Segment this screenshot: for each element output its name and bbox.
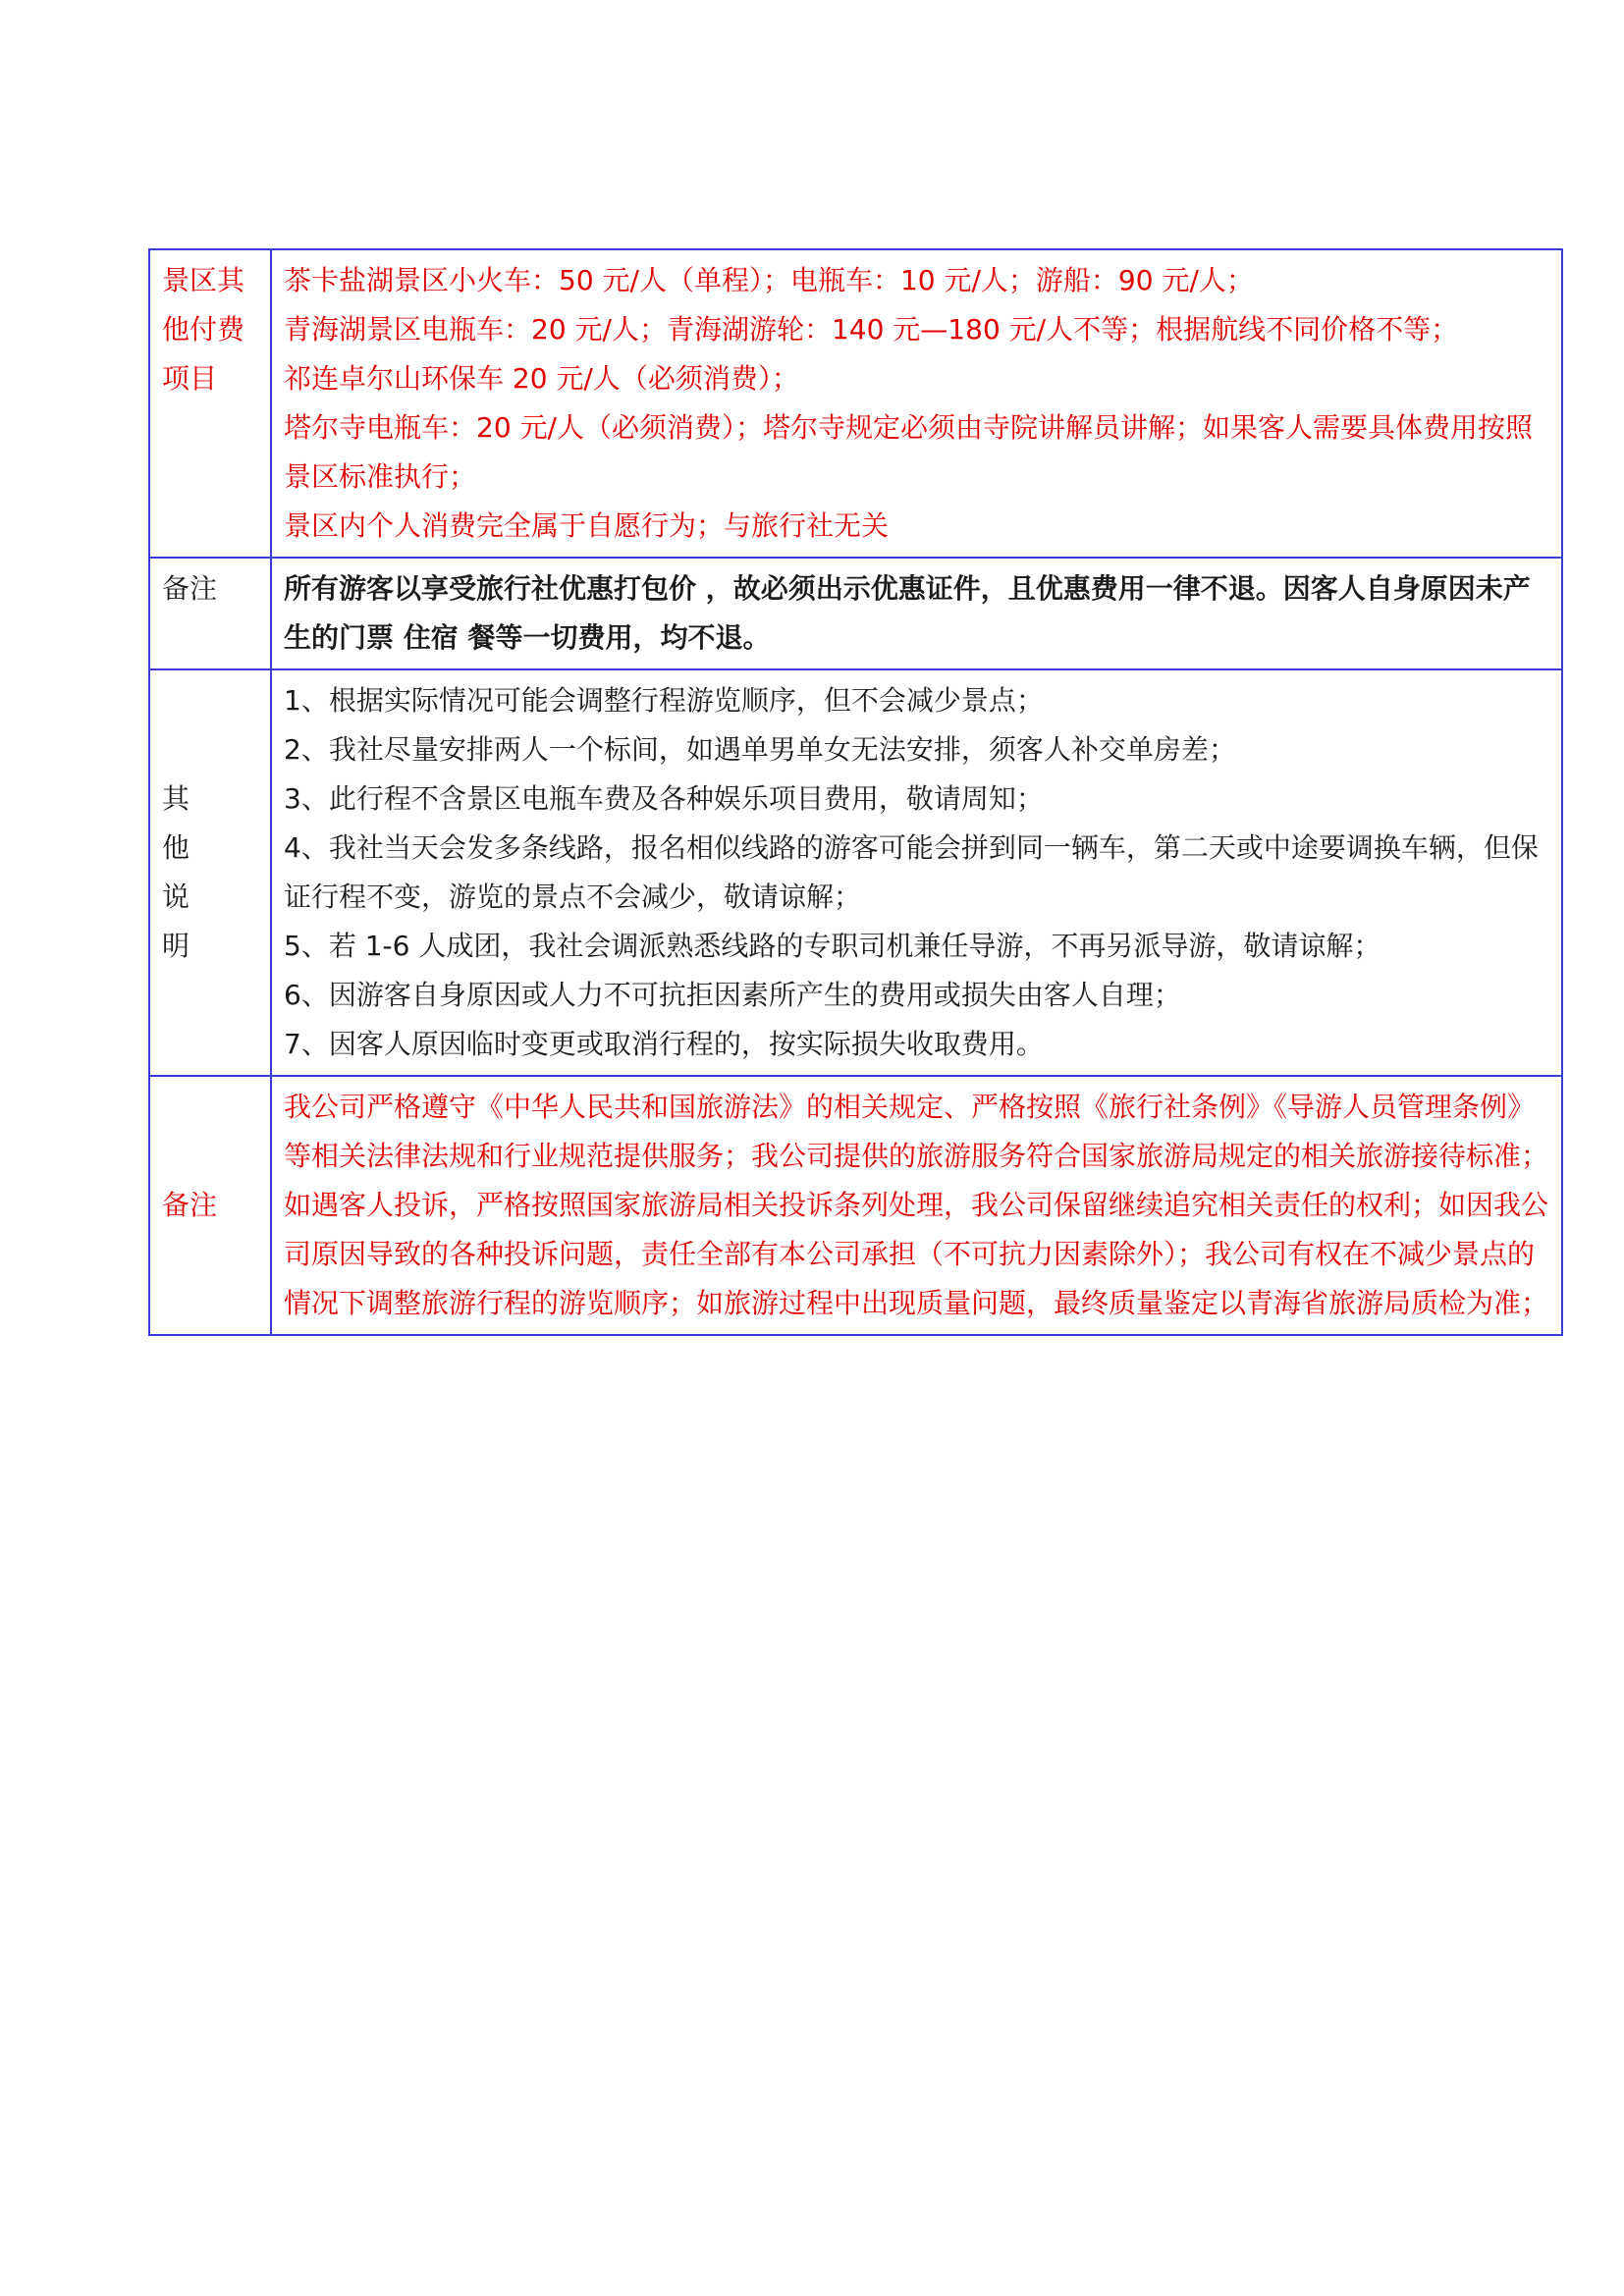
label-line: 他: [162, 831, 190, 864]
remark-legal-text: 我公司严格遵守《中华人民共和国旅游法》的相关规定、严格按照《旅行社条例》《导游人员管理条例》等相关法律法规和行业规范提供服务；我公司提供的旅游服务符合国家旅游局规定的相关旅游接待标准；如遇客人投诉，严格按照国家旅游局相关投诉条列处理，我公司保留继续追究相关责任的权利；如因我公司原因导致的各种投诉问题，责任全部有本公司承担（不可抗力因素除外）；我公司有权在不减少景点的情况下调整旅游行程的游览顺序；如旅游过程中出现质量问题，最终质量鉴定以青海省旅游局质检为准；: [284, 1091, 1549, 1319]
label-other-notes: [149, 669, 271, 1076]
remark-discount-text: 所有游客以享受旅行社优惠打包价 ，故必须出示优惠证件，且优惠费用一律不退。因客人自身原因未产生的门票 住宿 餐等一切费用，均不退。: [284, 572, 1531, 654]
label-remark-legal: [149, 1076, 271, 1335]
table-row-remark-legal: [149, 1076, 1562, 1335]
note-item-3: 3、此行程不含景区电瓶车费及各种娱乐项目费用，敬请周知；: [284, 782, 1044, 815]
label-line: 说: [162, 881, 190, 913]
fee-line-personal-spending: 景区内个人消费完全属于自愿行为；与旅行社无关: [284, 509, 890, 542]
label-line: 备注: [162, 572, 218, 605]
itinerary-notes-table: [148, 248, 1563, 1336]
fee-line-zhuoer-mountain: 祁连卓尔山环保车 20 元/人（必须消费）；: [284, 362, 799, 395]
note-item-7: 7、因客人原因临时变更或取消行程的，按实际损失收取费用。: [284, 1028, 1044, 1060]
label-line: 明: [162, 930, 190, 962]
label-line: 景区其: [162, 264, 245, 296]
note-item-1: 1、根据实际情况可能会调整行程游览顺序，但不会减少景点；: [284, 684, 1044, 717]
label-line: 项目: [162, 362, 218, 395]
fee-line-chaka: 茶卡盐湖景区小火车：50 元/人（单程）；电瓶车：10 元/人；游船：90 元/人；: [284, 264, 1254, 296]
note-item-5: 5、若 1-6 人成团，我社会调派熟悉线路的专职司机兼任导游，不再另派导游，敬请谅解；: [284, 930, 1381, 962]
note-item-2: 2、我社尽量安排两人一个标间，如遇单男单女无法安排，须客人补交单房差；: [284, 733, 1236, 766]
label-remark-discount: [149, 558, 271, 669]
note-item-6: 6、因游客自身原因或人力不可抗拒因素所产生的费用或损失由客人自理；: [284, 979, 1181, 1011]
content-other-notes: [271, 669, 1562, 1076]
content-remark-discount: [271, 558, 1562, 669]
label-line: 他付费: [162, 313, 245, 346]
content-remark-legal: [271, 1076, 1562, 1335]
label-line: 备注: [162, 1189, 218, 1221]
fee-line-qinghai-lake: 青海湖景区电瓶车：20 元/人；青海湖游轮：140 元—180 元/人不等；根据航线不同价格不等；: [284, 313, 1459, 346]
label-extra-fees: [149, 249, 271, 558]
content-extra-fees: [271, 249, 1562, 558]
table-row-extra-fees: [149, 249, 1562, 558]
fee-line-taer-temple: 塔尔寺电瓶车：20 元/人（必须消费）；塔尔寺规定必须由寺院讲解员讲解；如果客人需要具体费用按照景区标准执行；: [284, 411, 1533, 493]
table-row-other-notes: [149, 669, 1562, 1076]
note-item-4: 4、我社当天会发多条线路，报名相似线路的游客可能会拼到同一辆车，第二天或中途要调换车辆，但保证行程不变，游览的景点不会减少，敬请谅解；: [284, 831, 1539, 913]
label-line: 其: [162, 782, 190, 815]
table-row-remark-discount: [149, 558, 1562, 669]
